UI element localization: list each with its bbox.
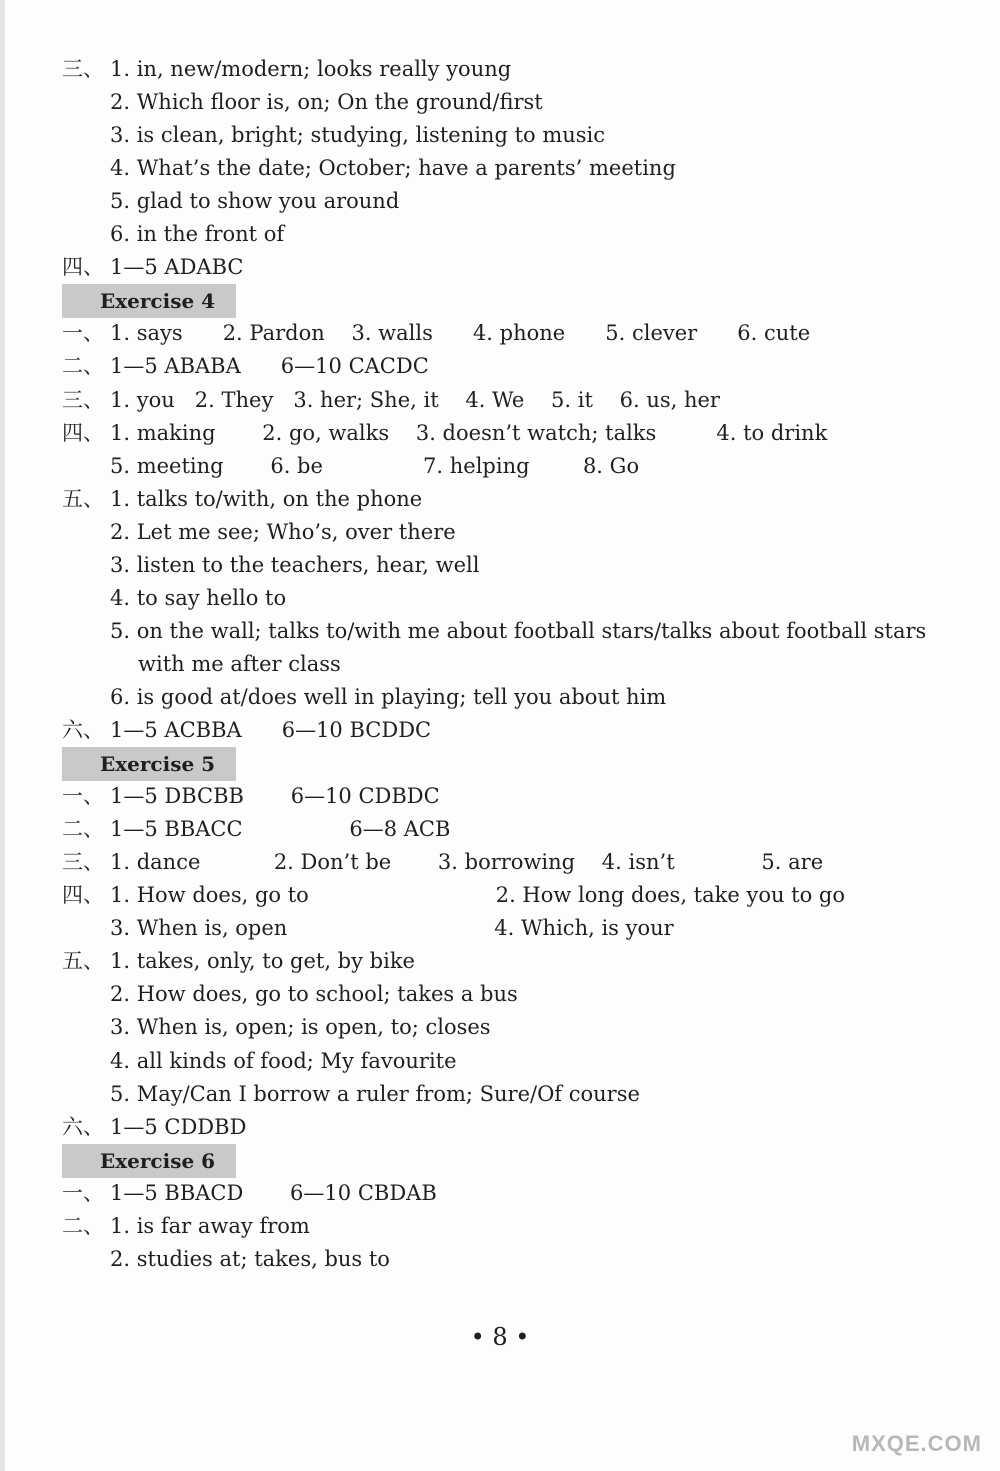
section-number: 四、 bbox=[62, 420, 104, 445]
answer-line: 2. How does, go to school; takes a bus bbox=[110, 982, 518, 1007]
answer-line: 5. glad to show you around bbox=[110, 189, 400, 214]
section-number: 一、 bbox=[62, 1180, 104, 1205]
answer-line: 4. all kinds of food; My favourite bbox=[110, 1048, 457, 1073]
section-number: 三、 bbox=[62, 387, 104, 412]
answer-line: 1. How does, go to 2. How long does, take you to go bbox=[110, 883, 846, 908]
answer-line: 1—5 BBACC 6—8 ACB bbox=[110, 817, 451, 842]
answer-line: 1—5 ABABA 6—10 CACDC bbox=[110, 354, 429, 379]
answer-line: 5. meeting 6. be 7. helping 8. Go bbox=[110, 453, 640, 478]
answer-line: 2. studies at; takes, bus to bbox=[110, 1246, 390, 1271]
section-number: 二、 bbox=[62, 354, 104, 379]
answer-line: 1. talks to/with, on the phone bbox=[110, 486, 423, 511]
watermark: MXQE.COM bbox=[851, 1431, 982, 1456]
answer-line: 5. May/Can I borrow a ruler from; Sure/Of course bbox=[110, 1081, 640, 1106]
answer-line: 1. is far away from bbox=[110, 1213, 310, 1238]
answer-line: 1—5 DBCBB 6—10 CDBDC bbox=[110, 784, 440, 809]
answer-line: 3. listen to the teachers, hear, well bbox=[110, 552, 480, 577]
answer-line: 1. making 2. go, walks 3. doesn’t watch; talks 4. to drink bbox=[110, 420, 828, 445]
answer-line: 3. When is, open; is open, to; closes bbox=[110, 1015, 491, 1040]
answer-line: 1. says 2. Pardon 3. walls 4. phone 5. clever 6. cute bbox=[110, 321, 811, 346]
answer-line: 1—5 BBACD 6—10 CBDAB bbox=[110, 1180, 437, 1205]
answer-line: 2. Let me see; Who’s, over there bbox=[110, 519, 456, 544]
answer-line: 1. takes, only, to get, by bike bbox=[110, 949, 415, 974]
page-number: • 8 • bbox=[470, 1323, 530, 1351]
section-number: 四、 bbox=[62, 883, 104, 908]
answer-line: 4. to say hello to bbox=[110, 585, 287, 610]
answer-line: 1. you 2. They 3. her; She, it 4. We 5. it 6. us, her bbox=[110, 387, 720, 412]
answer-line: 1—5 ACBBA 6—10 BCDDC bbox=[110, 718, 432, 742]
section-number: 五、 bbox=[62, 949, 104, 974]
section-number: 一、 bbox=[62, 784, 104, 809]
answer-line: 1—5 CDDBD bbox=[110, 1114, 247, 1139]
answer-line: 4. What’s the date; October; have a parents’ meeting bbox=[110, 156, 676, 181]
answer-line: 1. in, new/modern; looks really young bbox=[110, 57, 512, 81]
section-number: 二、 bbox=[62, 817, 104, 842]
exercise-heading: Exercise 5 bbox=[62, 747, 236, 781]
section-number: 三、 bbox=[62, 57, 104, 81]
answer-line: 6. is good at/does well in playing; tell you about him bbox=[110, 684, 667, 709]
section-number: 六、 bbox=[62, 1114, 104, 1139]
section-number: 三、 bbox=[62, 850, 104, 875]
exercise-heading: Exercise 6 bbox=[62, 1144, 236, 1178]
section-number: 二、 bbox=[62, 1213, 104, 1238]
section-number: 一、 bbox=[62, 321, 104, 346]
answer-line: with me after class bbox=[138, 651, 341, 676]
answer-line: 2. Which floor is, on; On the ground/first bbox=[110, 90, 543, 115]
exercise-heading: Exercise 4 bbox=[62, 284, 236, 318]
answer-line: 3. When is, open 4. Which, is your bbox=[110, 916, 674, 941]
answer-line: 5. on the wall; talks to/with me about football stars/talks about football stars bbox=[110, 618, 927, 643]
answer-line: 1—5 ADABC bbox=[110, 255, 244, 280]
section-number: 六、 bbox=[62, 718, 104, 742]
answer-line: 1. dance 2. Don’t be 3. borrowing 4. isn’t 5. are bbox=[110, 850, 824, 875]
section-number: 五、 bbox=[62, 486, 104, 511]
section-number: 四、 bbox=[62, 255, 104, 280]
page-edge-shadow bbox=[0, 0, 5, 1471]
answer-line: 6. in the front of bbox=[110, 222, 285, 247]
answer-line: 3. is clean, bright; studying, listening to music bbox=[110, 123, 606, 148]
